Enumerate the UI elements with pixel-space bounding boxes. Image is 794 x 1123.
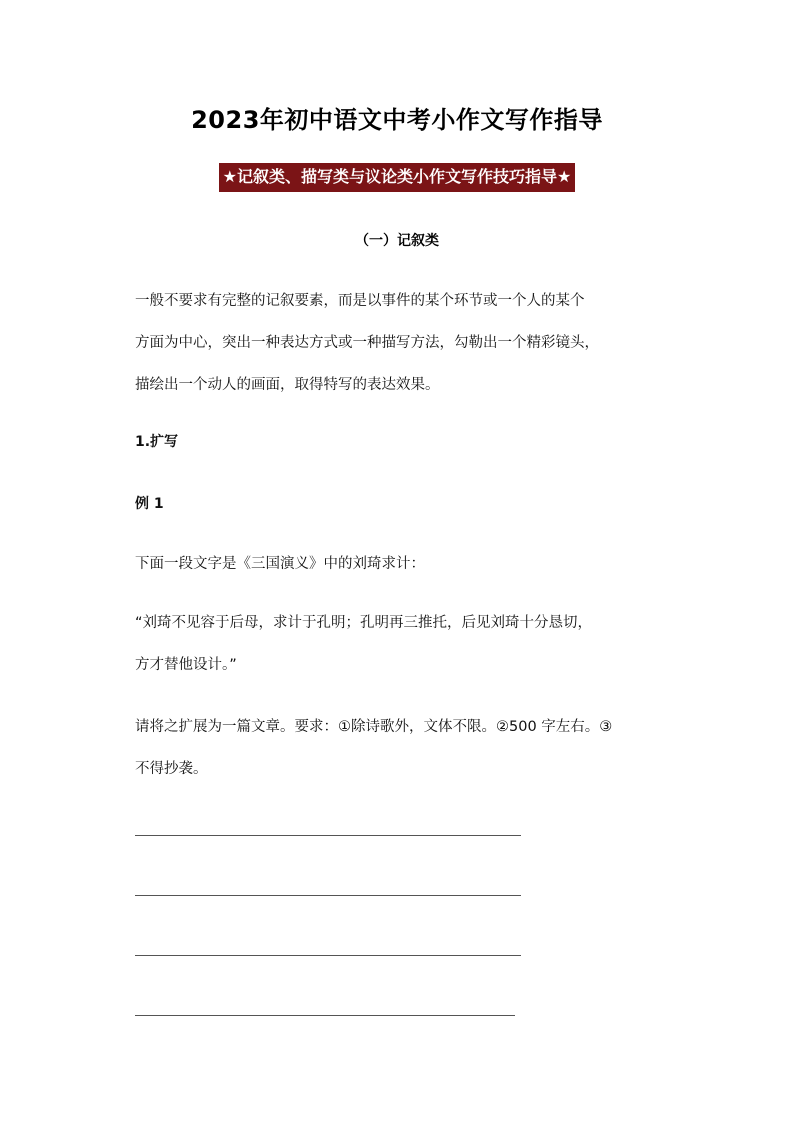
answer-line [135,895,521,896]
intro-line: 描绘出一个动人的画面，取得特写的表达效果。 [135,377,440,393]
quote-line: “刘琦不见容于后母，求计于孔明；孔明再三推托，后见刘琦十分恳切， [135,615,593,631]
requirement-line: 不得抄袭。 [135,761,208,777]
requirement-line: 请将之扩展为一篇文章。要求：①除诗歌外，文体不限。②500 字左右。③ [135,719,613,735]
intro-paragraph [135,280,665,406]
document-title: 2023年初中语文中考小作文写作指导 [191,106,603,134]
intro-line: 方面为中心，突出一种表达方式或一种描写方法，勾勒出一个精彩镜头， [135,335,599,351]
quote-line: 方才替他设计。” [135,657,237,673]
topic-banner: ★记叙类、描写类与议论类小作文写作技巧指导★ [219,163,576,192]
section-heading: （一）记叙类 [355,233,439,249]
prompt-line: 下面一段文字是《三国演义》中的刘琦求计： [135,556,425,572]
example-label: 例 1 [135,496,164,512]
answer-line [135,835,521,836]
prompt-paragraph [135,543,665,585]
answer-line [135,955,521,956]
quote-paragraph [135,602,665,686]
requirement-paragraph [135,706,665,790]
answer-line [135,1015,515,1016]
subheading: 1.扩写 [135,434,179,450]
intro-line: 一般不要求有完整的记叙要素，而是以事件的某个环节或一个人的某个 [135,293,585,309]
banner-container [0,163,794,192]
